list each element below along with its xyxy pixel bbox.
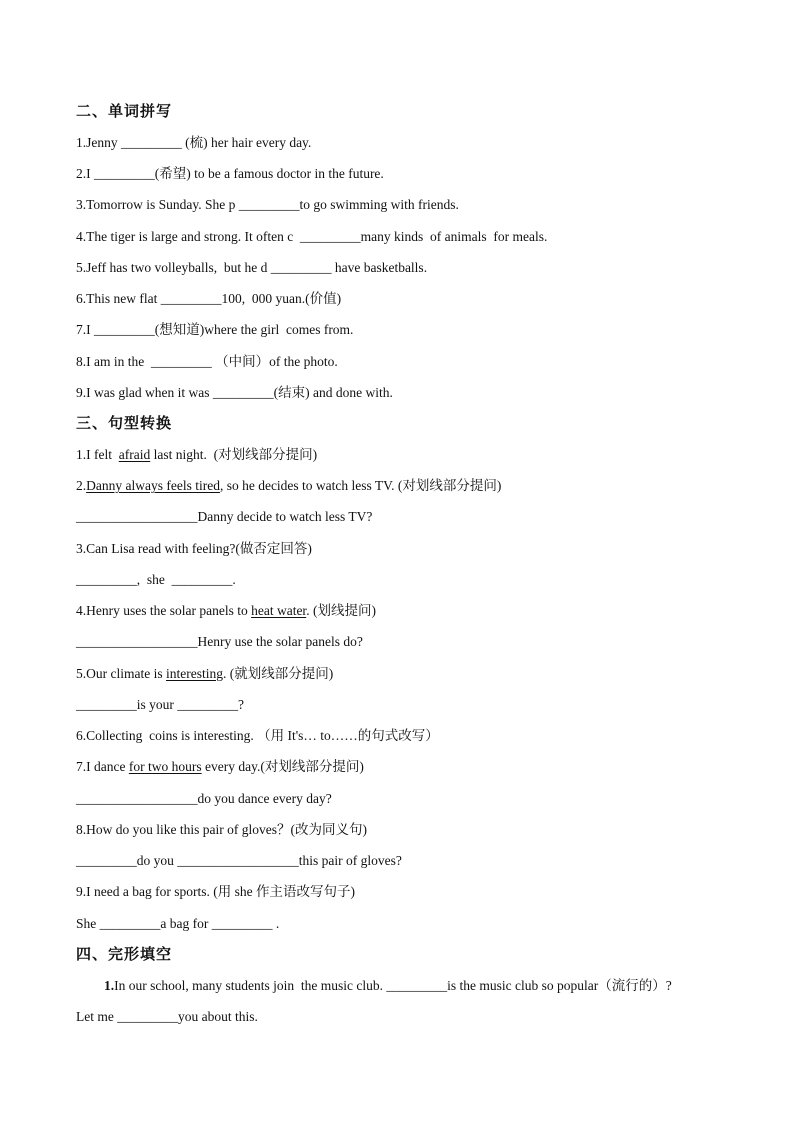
spelling-item-7: 7.I _________(想知道)where the girl comes from. [76, 322, 354, 337]
transform-question-2: 2.Danny always feels tired, so he decides to watch less TV. (对划线部分提问) [76, 478, 502, 493]
transform-answer-9: She _________a bag for _________ . [76, 916, 280, 931]
transform-question-1: 1.I felt afraid last night. (对划线部分提问) [76, 447, 318, 462]
transform-answer-4: __________________Henry use the solar panels do? [76, 634, 363, 649]
transform-question-4: 4.Henry uses the solar panels to heat water. (划线提问) [76, 603, 376, 618]
transform-question-7: 7.I dance for two hours every day.(对划线部分提问) [76, 759, 364, 774]
cloze-paragraph-line-1: 1.In our school, many students join the music club. _________is the music club so popular（流行的）? [104, 978, 672, 993]
transform-question-3: 3.Can Lisa read with feeling?(做否定回答) [76, 541, 312, 556]
spelling-item-6: 6.This new flat _________100, 000 yuan.(价值) [76, 291, 342, 306]
section-heading-sentence-transform: 三、句型转换 [76, 414, 173, 432]
transform-answer-2: __________________Danny decide to watch less TV? [76, 509, 373, 524]
transform-answer-8: _________do you __________________this pair of gloves? [76, 853, 402, 868]
spelling-item-4: 4.The tiger is large and strong. It often c _________many kinds of animals for meals. [76, 229, 548, 244]
section-heading-cloze: 四、完形填空 [76, 945, 173, 963]
spelling-item-5: 5.Jeff has two volleyballs, but he d _________ have basketballs. [76, 260, 428, 275]
spelling-item-1: 1.Jenny _________ (梳) her hair every day. [76, 135, 312, 150]
transform-question-6: 6.Collecting coins is interesting. （用 It's… to……的句式改写） [76, 728, 439, 743]
transform-question-9: 9.I need a bag for sports. (用 she 作主语改写句子) [76, 884, 355, 899]
spelling-item-3: 3.Tomorrow is Sunday. She p _________to go swimming with friends. [76, 197, 459, 212]
spelling-item-9: 9.I was glad when it was _________(结束) and done with. [76, 385, 393, 400]
transform-question-5: 5.Our climate is interesting. (就划线部分提问) [76, 666, 334, 681]
transform-answer-5: _________is your _________? [76, 697, 244, 712]
transform-answer-7: __________________do you dance every day? [76, 791, 332, 806]
transform-answer-3: _________, she _________. [76, 572, 236, 587]
section-heading-word-spelling: 二、单词拼写 [76, 102, 173, 120]
spelling-item-8: 8.I am in the _________ （中间）of the photo. [76, 354, 338, 369]
transform-question-8: 8.How do you like this pair of gloves？(改为同义句) [76, 822, 367, 837]
spelling-item-2: 2.I _________(希望) to be a famous doctor in the future. [76, 166, 384, 181]
cloze-paragraph-line-2: Let me _________you about this. [76, 1009, 258, 1024]
